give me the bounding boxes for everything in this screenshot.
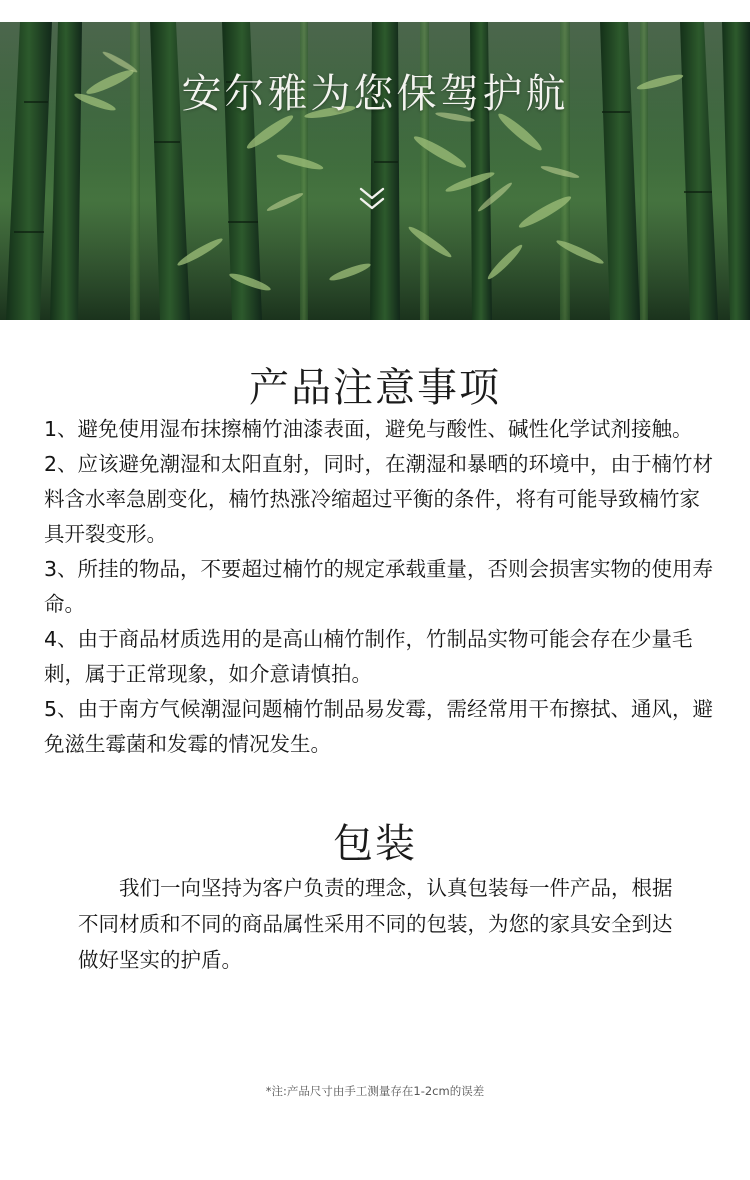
notice-list: [44, 412, 714, 762]
packaging-section-title: 包装: [333, 821, 417, 867]
notice-item: 2、应该避免潮湿和太阳直射，同时，在潮湿和暴晒的环境中，由于楠竹材料含水率急剧变化，楠竹热涨冷缩超过平衡的条件，将有可能导致楠竹家具开裂变形。: [44, 452, 714, 546]
notice-item: 5、由于南方气候潮湿问题楠竹制品易发霉，需经常用干布擦拭、通风，避免滋生霉菌和发霉的情况发生。: [44, 697, 714, 756]
double-chevron-down-icon: [358, 184, 386, 214]
notice-item: 4、由于商品材质选用的是高山楠竹制作，竹制品实物可能会存在少量毛刺，属于正常现象，如介意请慎拍。: [44, 627, 693, 686]
notice-item: 3、所挂的物品，不要超过楠竹的规定承载重量，否则会损害实物的使用寿命。: [44, 557, 714, 616]
packaging-paragraph: 我们一向坚持为客户负责的理念，认真包装每一件产品，根据不同材质和不同的商品属性采用不同的包装，为您的家具安全到达做好坚实的护盾。: [78, 876, 673, 972]
size-footnote: *注:产品尺寸由手工测量存在1-2cm的误差: [265, 1084, 485, 1098]
notice-item: 1、避免使用湿布抹擦楠竹油漆表面，避免与酸性、碱性化学试剂接触。: [44, 417, 693, 441]
bamboo-banner: [0, 22, 750, 320]
banner-title: 安尔雅为您保驾护航: [181, 71, 569, 117]
notice-section-title: 产品注意事项: [249, 365, 501, 411]
